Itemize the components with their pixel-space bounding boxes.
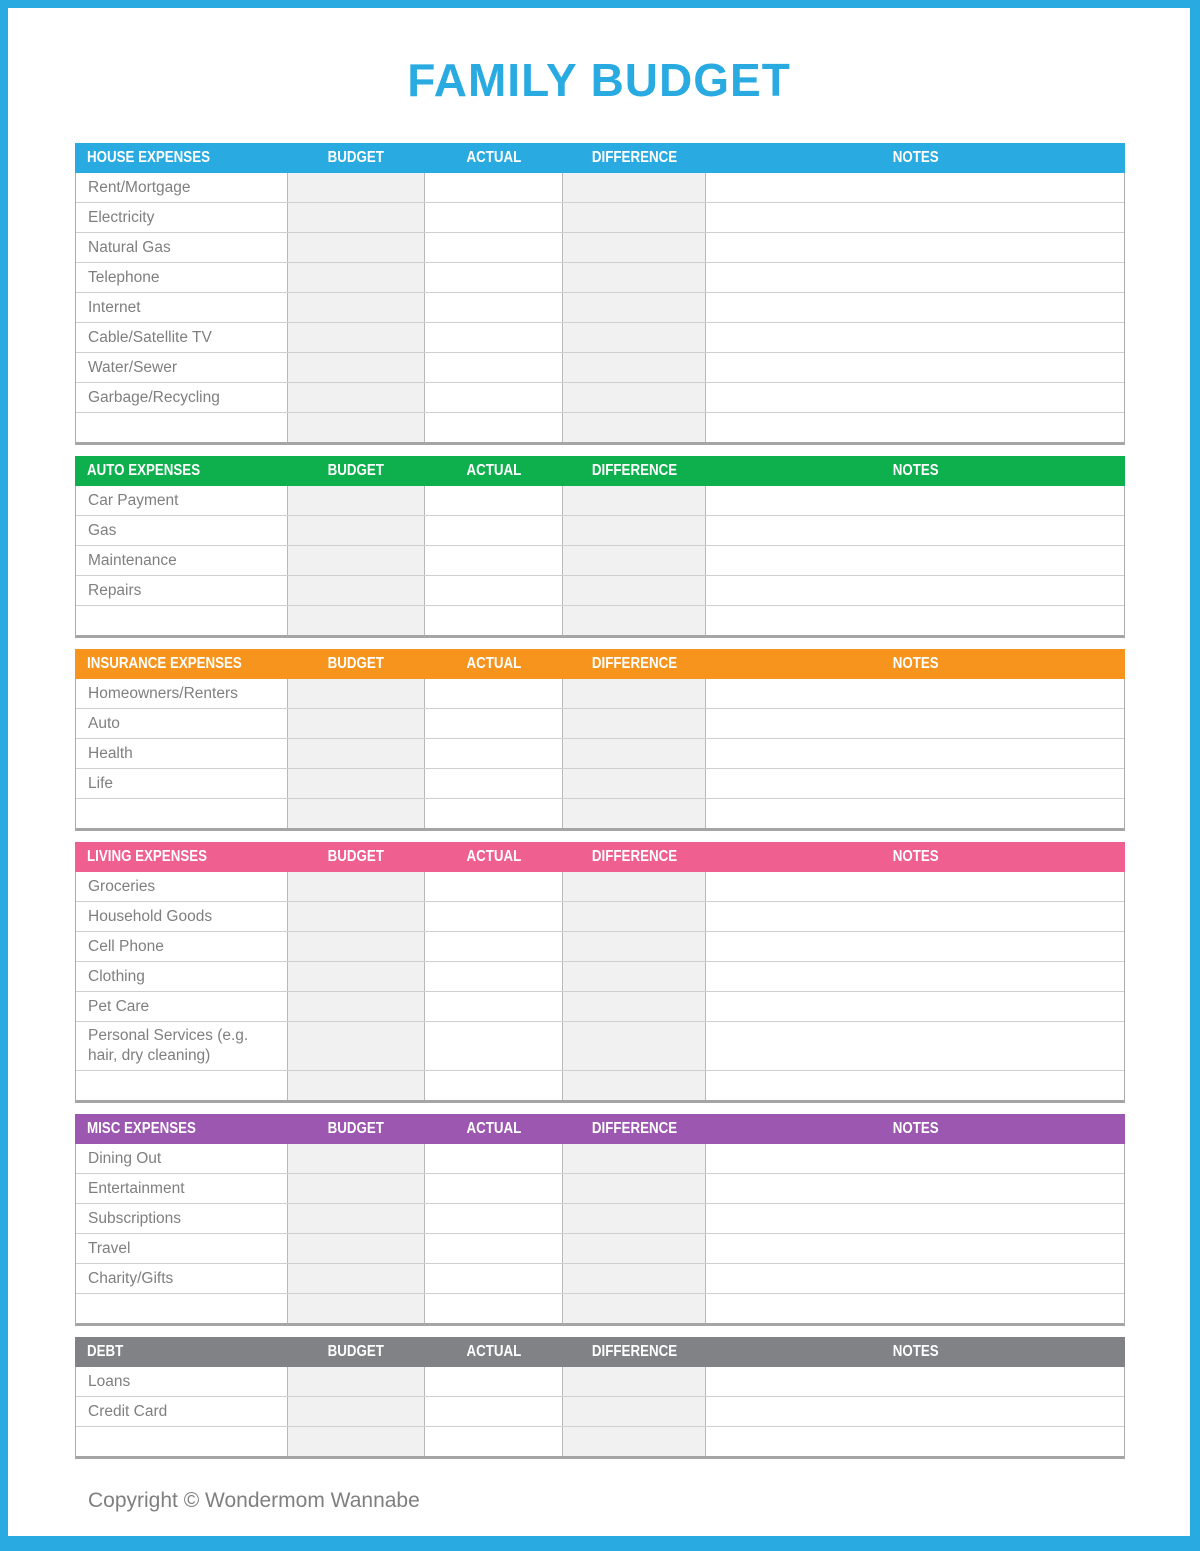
actual-cell[interactable] bbox=[425, 1204, 563, 1233]
row-label: Groceries bbox=[76, 872, 288, 901]
budget-cell[interactable] bbox=[288, 679, 426, 708]
budget-sections bbox=[75, 143, 1125, 1459]
table-row bbox=[76, 1427, 1124, 1456]
actual-cell[interactable] bbox=[425, 606, 563, 635]
section-title: DEBT bbox=[87, 1343, 124, 1360]
notes-cell[interactable] bbox=[706, 1264, 1124, 1293]
notes-cell[interactable] bbox=[706, 383, 1124, 412]
table-row bbox=[76, 203, 1124, 233]
actual-cell[interactable] bbox=[425, 353, 563, 382]
actual-cell[interactable] bbox=[425, 1397, 563, 1426]
row-label: Cable/Satellite TV bbox=[76, 323, 288, 352]
row-label: Clothing bbox=[76, 962, 288, 991]
row-label: Car Payment bbox=[76, 486, 288, 515]
budget-cell[interactable] bbox=[288, 932, 426, 961]
budget-cell[interactable] bbox=[288, 1264, 426, 1293]
section-title: AUTO EXPENSES bbox=[87, 462, 201, 479]
actual-cell[interactable] bbox=[425, 413, 563, 442]
section-title: INSURANCE EXPENSES bbox=[87, 655, 242, 672]
row-label: Water/Sewer bbox=[76, 353, 288, 382]
budget-cell[interactable] bbox=[288, 263, 426, 292]
notes-cell[interactable] bbox=[706, 1144, 1124, 1173]
section-header-bar bbox=[75, 1337, 1125, 1367]
notes-cell[interactable] bbox=[706, 1234, 1124, 1263]
budget-cell[interactable] bbox=[288, 962, 426, 991]
budget-cell[interactable] bbox=[288, 606, 426, 635]
table-row bbox=[76, 1022, 1124, 1071]
notes-cell[interactable] bbox=[706, 1427, 1124, 1456]
difference-cell[interactable] bbox=[563, 293, 706, 322]
difference-cell[interactable] bbox=[563, 872, 706, 901]
section-header-bar bbox=[75, 649, 1125, 679]
section-header-bar bbox=[75, 456, 1125, 486]
notes-cell[interactable] bbox=[706, 486, 1124, 515]
table-row bbox=[76, 1174, 1124, 1204]
column-header-actual: ACTUAL bbox=[466, 848, 522, 865]
actual-cell[interactable] bbox=[425, 1174, 563, 1203]
column-header-budget: BUDGET bbox=[327, 848, 385, 865]
difference-cell[interactable] bbox=[563, 1234, 706, 1263]
section-body bbox=[75, 1144, 1125, 1326]
budget-cell[interactable] bbox=[288, 576, 426, 605]
budget-cell[interactable] bbox=[288, 1174, 426, 1203]
table-row bbox=[76, 1204, 1124, 1234]
section-header-bar bbox=[75, 842, 1125, 872]
row-label: Electricity bbox=[76, 203, 288, 232]
section-header-bar bbox=[75, 143, 1125, 173]
row-label: Rent/Mortgage bbox=[76, 173, 288, 202]
table-row bbox=[76, 872, 1124, 902]
notes-cell[interactable] bbox=[706, 233, 1124, 262]
actual-cell[interactable] bbox=[425, 769, 563, 798]
column-header-notes: NOTES bbox=[892, 462, 939, 479]
actual-cell[interactable] bbox=[425, 1427, 563, 1456]
budget-cell[interactable] bbox=[288, 1294, 426, 1323]
budget-cell[interactable] bbox=[288, 872, 426, 901]
row-label: Entertainment bbox=[76, 1174, 288, 1203]
row-label: Life bbox=[76, 769, 288, 798]
copyright-text: Copyright © Wondermom Wannabe bbox=[88, 1489, 420, 1512]
budget-cell[interactable] bbox=[288, 546, 426, 575]
actual-cell[interactable] bbox=[425, 992, 563, 1021]
row-label: Credit Card bbox=[76, 1397, 288, 1426]
actual-cell[interactable] bbox=[425, 323, 563, 352]
row-label: Dining Out bbox=[76, 1144, 288, 1173]
actual-cell[interactable] bbox=[425, 173, 563, 202]
notes-cell[interactable] bbox=[706, 1367, 1124, 1396]
table-row bbox=[76, 1367, 1124, 1397]
difference-cell[interactable] bbox=[563, 709, 706, 738]
budget-cell[interactable] bbox=[288, 203, 426, 232]
section-body bbox=[75, 486, 1125, 638]
table-row bbox=[76, 1144, 1124, 1174]
difference-cell[interactable] bbox=[563, 1427, 706, 1456]
actual-cell[interactable] bbox=[425, 1071, 563, 1100]
budget-cell[interactable] bbox=[288, 1397, 426, 1426]
column-header-budget: BUDGET bbox=[327, 655, 385, 672]
section-body bbox=[75, 1367, 1125, 1459]
table-row bbox=[76, 173, 1124, 203]
notes-cell[interactable] bbox=[706, 353, 1124, 382]
budget-cell[interactable] bbox=[288, 739, 426, 768]
budget-cell[interactable] bbox=[288, 1234, 426, 1263]
budget-cell[interactable] bbox=[288, 1204, 426, 1233]
actual-cell[interactable] bbox=[425, 576, 563, 605]
section-header-bar bbox=[75, 1114, 1125, 1144]
column-header-notes: NOTES bbox=[892, 149, 939, 166]
table-row bbox=[76, 709, 1124, 739]
difference-cell[interactable] bbox=[563, 323, 706, 352]
actual-cell[interactable] bbox=[425, 902, 563, 931]
row-label: Internet bbox=[76, 293, 288, 322]
row-label: Garbage/Recycling bbox=[76, 383, 288, 412]
notes-cell[interactable] bbox=[706, 902, 1124, 931]
column-header-budget: BUDGET bbox=[327, 149, 385, 166]
difference-cell[interactable] bbox=[563, 1264, 706, 1293]
difference-cell[interactable] bbox=[563, 203, 706, 232]
notes-cell[interactable] bbox=[706, 932, 1124, 961]
notes-cell[interactable] bbox=[706, 413, 1124, 442]
column-header-budget: BUDGET bbox=[327, 462, 385, 479]
actual-cell[interactable] bbox=[425, 203, 563, 232]
budget-cell[interactable] bbox=[288, 486, 426, 515]
section-auto-expenses bbox=[75, 456, 1125, 638]
notes-cell[interactable] bbox=[706, 606, 1124, 635]
difference-cell[interactable] bbox=[563, 1071, 706, 1100]
difference-cell[interactable] bbox=[563, 486, 706, 515]
budget-cell[interactable] bbox=[288, 353, 426, 382]
notes-cell[interactable] bbox=[706, 1071, 1124, 1100]
row-label bbox=[76, 799, 288, 828]
difference-cell[interactable] bbox=[563, 1367, 706, 1396]
column-header-notes: NOTES bbox=[892, 1120, 939, 1137]
column-header-notes: NOTES bbox=[892, 1343, 939, 1360]
budget-cell[interactable] bbox=[288, 1427, 426, 1456]
section-insurance-expenses bbox=[75, 649, 1125, 831]
difference-cell[interactable] bbox=[563, 1397, 706, 1426]
difference-cell[interactable] bbox=[563, 606, 706, 635]
table-row bbox=[76, 679, 1124, 709]
row-label: Charity/Gifts bbox=[76, 1264, 288, 1293]
actual-cell[interactable] bbox=[425, 486, 563, 515]
difference-cell[interactable] bbox=[563, 1294, 706, 1323]
actual-cell[interactable] bbox=[425, 383, 563, 412]
row-label bbox=[76, 413, 288, 442]
actual-cell[interactable] bbox=[425, 546, 563, 575]
actual-cell[interactable] bbox=[425, 799, 563, 828]
difference-cell[interactable] bbox=[563, 992, 706, 1021]
actual-cell[interactable] bbox=[425, 1367, 563, 1396]
column-header-difference: DIFFERENCE bbox=[591, 1343, 678, 1360]
notes-cell[interactable] bbox=[706, 679, 1124, 708]
actual-cell[interactable] bbox=[425, 1144, 563, 1173]
actual-cell[interactable] bbox=[425, 1294, 563, 1323]
difference-cell[interactable] bbox=[563, 233, 706, 262]
budget-cell[interactable] bbox=[288, 1071, 426, 1100]
table-row bbox=[76, 962, 1124, 992]
column-header-actual: ACTUAL bbox=[466, 462, 522, 479]
budget-cell[interactable] bbox=[288, 173, 426, 202]
column-header-difference: DIFFERENCE bbox=[591, 462, 678, 479]
notes-cell[interactable] bbox=[706, 1204, 1124, 1233]
difference-cell[interactable] bbox=[563, 546, 706, 575]
actual-cell[interactable] bbox=[425, 1264, 563, 1293]
row-label: Travel bbox=[76, 1234, 288, 1263]
notes-cell[interactable] bbox=[706, 546, 1124, 575]
actual-cell[interactable] bbox=[425, 962, 563, 991]
table-row bbox=[76, 799, 1124, 828]
column-header-difference: DIFFERENCE bbox=[591, 149, 678, 166]
difference-cell[interactable] bbox=[563, 1204, 706, 1233]
column-header-notes: NOTES bbox=[892, 655, 939, 672]
table-row bbox=[76, 1294, 1124, 1323]
table-row bbox=[76, 383, 1124, 413]
actual-cell[interactable] bbox=[425, 739, 563, 768]
notes-cell[interactable] bbox=[706, 576, 1124, 605]
budget-cell[interactable] bbox=[288, 383, 426, 412]
section-living-expenses bbox=[75, 842, 1125, 1103]
section-title: LIVING EXPENSES bbox=[87, 848, 208, 865]
column-header-actual: ACTUAL bbox=[466, 655, 522, 672]
difference-cell[interactable] bbox=[563, 902, 706, 931]
budget-cell[interactable] bbox=[288, 992, 426, 1021]
notes-cell[interactable] bbox=[706, 799, 1124, 828]
row-label: Personal Services (e.g. hair, dry cleaning) bbox=[76, 1022, 288, 1070]
notes-cell[interactable] bbox=[706, 992, 1124, 1021]
budget-cell[interactable] bbox=[288, 1022, 426, 1070]
difference-cell[interactable] bbox=[563, 383, 706, 412]
page-title: FAMILY BUDGET bbox=[407, 54, 791, 106]
difference-cell[interactable] bbox=[563, 173, 706, 202]
table-row bbox=[76, 992, 1124, 1022]
actual-cell[interactable] bbox=[425, 932, 563, 961]
difference-cell[interactable] bbox=[563, 962, 706, 991]
row-label: Pet Care bbox=[76, 992, 288, 1021]
row-label: Repairs bbox=[76, 576, 288, 605]
row-label: Maintenance bbox=[76, 546, 288, 575]
table-row bbox=[76, 739, 1124, 769]
notes-cell[interactable] bbox=[706, 263, 1124, 292]
section-house-expenses bbox=[75, 143, 1125, 445]
notes-cell[interactable] bbox=[706, 709, 1124, 738]
actual-cell[interactable] bbox=[425, 293, 563, 322]
column-header-actual: ACTUAL bbox=[466, 149, 522, 166]
table-row bbox=[76, 263, 1124, 293]
table-row bbox=[76, 1264, 1124, 1294]
actual-cell[interactable] bbox=[425, 1234, 563, 1263]
table-row bbox=[76, 233, 1124, 263]
table-row bbox=[76, 413, 1124, 442]
budget-cell[interactable] bbox=[288, 516, 426, 545]
table-row bbox=[76, 1397, 1124, 1427]
difference-cell[interactable] bbox=[563, 679, 706, 708]
column-header-difference: DIFFERENCE bbox=[591, 655, 678, 672]
notes-cell[interactable] bbox=[706, 1397, 1124, 1426]
budget-cell[interactable] bbox=[288, 799, 426, 828]
column-header-budget: BUDGET bbox=[327, 1343, 385, 1360]
column-header-notes: NOTES bbox=[892, 848, 939, 865]
budget-cell[interactable] bbox=[288, 293, 426, 322]
table-row bbox=[76, 486, 1124, 516]
actual-cell[interactable] bbox=[425, 1022, 563, 1070]
table-row bbox=[76, 353, 1124, 383]
difference-cell[interactable] bbox=[563, 263, 706, 292]
row-label: Loans bbox=[76, 1367, 288, 1396]
column-header-actual: ACTUAL bbox=[466, 1343, 522, 1360]
budget-cell[interactable] bbox=[288, 709, 426, 738]
row-label bbox=[76, 1427, 288, 1456]
row-label bbox=[76, 1294, 288, 1323]
budget-cell[interactable] bbox=[288, 323, 426, 352]
budget-cell[interactable] bbox=[288, 1367, 426, 1396]
row-label bbox=[76, 606, 288, 635]
table-row bbox=[76, 576, 1124, 606]
budget-cell[interactable] bbox=[288, 233, 426, 262]
budget-cell[interactable] bbox=[288, 902, 426, 931]
actual-cell[interactable] bbox=[425, 516, 563, 545]
difference-cell[interactable] bbox=[563, 516, 706, 545]
table-row bbox=[76, 516, 1124, 546]
section-debt bbox=[75, 1337, 1125, 1459]
section-title: MISC EXPENSES bbox=[87, 1120, 196, 1137]
table-row bbox=[76, 902, 1124, 932]
table-row bbox=[76, 546, 1124, 576]
difference-cell[interactable] bbox=[563, 1022, 706, 1070]
row-label: Auto bbox=[76, 709, 288, 738]
actual-cell[interactable] bbox=[425, 263, 563, 292]
table-row bbox=[76, 1071, 1124, 1100]
difference-cell[interactable] bbox=[563, 353, 706, 382]
budget-cell[interactable] bbox=[288, 413, 426, 442]
column-header-difference: DIFFERENCE bbox=[591, 1120, 678, 1137]
column-header-budget: BUDGET bbox=[327, 1120, 385, 1137]
row-label: Health bbox=[76, 739, 288, 768]
section-title: HOUSE EXPENSES bbox=[87, 149, 210, 166]
table-row bbox=[76, 1234, 1124, 1264]
difference-cell[interactable] bbox=[563, 576, 706, 605]
actual-cell[interactable] bbox=[425, 233, 563, 262]
row-label: Homeowners/Renters bbox=[76, 679, 288, 708]
budget-cell[interactable] bbox=[288, 769, 426, 798]
row-label bbox=[76, 1071, 288, 1100]
notes-cell[interactable] bbox=[706, 1294, 1124, 1323]
row-label: Gas bbox=[76, 516, 288, 545]
table-row bbox=[76, 293, 1124, 323]
difference-cell[interactable] bbox=[563, 739, 706, 768]
column-header-actual: ACTUAL bbox=[466, 1120, 522, 1137]
row-label: Subscriptions bbox=[76, 1204, 288, 1233]
difference-cell[interactable] bbox=[563, 769, 706, 798]
row-label: Cell Phone bbox=[76, 932, 288, 961]
difference-cell[interactable] bbox=[563, 932, 706, 961]
notes-cell[interactable] bbox=[706, 769, 1124, 798]
table-row bbox=[76, 769, 1124, 799]
actual-cell[interactable] bbox=[425, 872, 563, 901]
notes-cell[interactable] bbox=[706, 962, 1124, 991]
section-misc-expenses bbox=[75, 1114, 1125, 1326]
difference-cell[interactable] bbox=[563, 413, 706, 442]
notes-cell[interactable] bbox=[706, 293, 1124, 322]
actual-cell[interactable] bbox=[425, 709, 563, 738]
difference-cell[interactable] bbox=[563, 1174, 706, 1203]
table-row bbox=[76, 606, 1124, 635]
row-label: Natural Gas bbox=[76, 233, 288, 262]
row-label: Telephone bbox=[76, 263, 288, 292]
row-label: Household Goods bbox=[76, 902, 288, 931]
difference-cell[interactable] bbox=[563, 1144, 706, 1173]
table-row bbox=[76, 323, 1124, 353]
column-header-difference: DIFFERENCE bbox=[591, 848, 678, 865]
notes-cell[interactable] bbox=[706, 516, 1124, 545]
budget-cell[interactable] bbox=[288, 1144, 426, 1173]
section-body bbox=[75, 173, 1125, 445]
actual-cell[interactable] bbox=[425, 679, 563, 708]
section-body bbox=[75, 872, 1125, 1103]
notes-cell[interactable] bbox=[706, 203, 1124, 232]
notes-cell[interactable] bbox=[706, 323, 1124, 352]
notes-cell[interactable] bbox=[706, 173, 1124, 202]
notes-cell[interactable] bbox=[706, 1022, 1124, 1070]
notes-cell[interactable] bbox=[706, 739, 1124, 768]
difference-cell[interactable] bbox=[563, 799, 706, 828]
notes-cell[interactable] bbox=[706, 1174, 1124, 1203]
table-row bbox=[76, 932, 1124, 962]
notes-cell[interactable] bbox=[706, 872, 1124, 901]
section-body bbox=[75, 679, 1125, 831]
